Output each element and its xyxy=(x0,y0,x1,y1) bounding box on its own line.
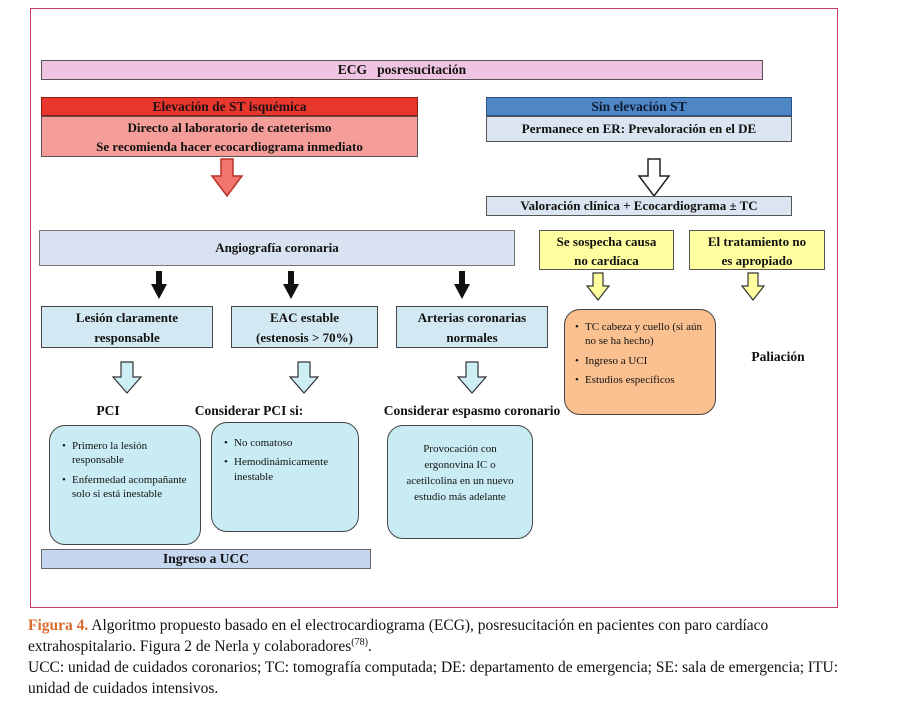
no-st-elevation-header: Sin elevación ST xyxy=(486,97,792,116)
cyan-down-arrow-icon xyxy=(288,361,320,395)
outcome-eac-line2: (estenosis > 70%) xyxy=(256,330,353,345)
st-elevation-line1: Directo al laboratorio de cateterismo xyxy=(127,120,332,135)
abbreviations-text: UCC: unidad de cuidados coronarios; TC: tomografía computada; DE: departamento de emergencia; SE: sala de emergencia; ITU: unidad de cuidados intensivos. xyxy=(28,659,839,697)
black-down-arrow-icon xyxy=(453,270,471,300)
caption-line xyxy=(28,616,878,658)
st-elevation-line2: Se recomienda hacer ecocardiograma inmediato xyxy=(96,139,363,154)
outcome-lesion-line1: Lesión claramente xyxy=(75,310,179,325)
flowchart-frame xyxy=(30,8,838,608)
pci-details-box xyxy=(49,425,201,545)
yellow-down-arrow-icon xyxy=(740,272,766,302)
pci-details-list xyxy=(61,439,195,501)
outcome-eac-box xyxy=(231,306,378,348)
icu-actions-list xyxy=(574,320,710,387)
list-item: • Primero la lesión responsable xyxy=(61,439,195,468)
consider-pci-label: Considerar PCI si: xyxy=(194,403,304,418)
icu-actions-box xyxy=(564,309,716,415)
treatment-not-appropriate-box xyxy=(689,230,825,270)
treatment-not-appropriate-line2: es apropiado xyxy=(721,253,793,268)
black-down-arrow-icon xyxy=(150,270,168,300)
list-item: • Hemodinámicamente inestable xyxy=(223,455,353,484)
treatment-not-appropriate-line1: El tratamiento no xyxy=(707,234,807,249)
cyan-down-arrow-icon xyxy=(111,361,143,395)
outcome-lesion-box xyxy=(41,306,213,348)
red-down-arrow-icon xyxy=(209,158,245,198)
outcome-lesion-line2: responsable xyxy=(94,330,160,345)
suspect-non-cardiac-box xyxy=(539,230,674,270)
outcome-normal-line2: normales xyxy=(446,330,498,345)
list-item: • Ingreso a UCI xyxy=(574,354,710,368)
caption-text: Algoritmo propuesto basado en el electrocardiograma (ECG), posresucitación en pacientes con paro cardíaco extrahospitalario. Figura 2 de Nerla y colaboradores xyxy=(28,617,769,656)
suspect-non-cardiac-line2: no cardíaca xyxy=(574,253,639,268)
reference-superscript: (78) xyxy=(351,637,368,649)
consider-pci-details-list xyxy=(223,436,353,484)
black-down-arrow-icon xyxy=(282,270,300,300)
clinical-assessment-box: Valoración clínica + Ecocardiograma ± TC xyxy=(486,196,792,216)
caption-period: . xyxy=(367,638,372,656)
pci-label: PCI xyxy=(96,403,120,418)
st-elevation-header: Elevación de ST isquémica xyxy=(41,97,418,116)
no-st-elevation-body: Permanece en ER: Prevaloración en el DE xyxy=(486,116,792,142)
ecg-banner: ECG posresucitación xyxy=(41,60,763,80)
spasm-provocation-box: Provocación con ergonovina IC o acetilcolina en un nuevo estudio más adelante xyxy=(387,425,533,539)
outcome-eac-line1: EAC estable xyxy=(270,310,339,325)
yellow-down-arrow-icon xyxy=(585,272,611,302)
list-item: • No comatoso xyxy=(223,436,353,450)
suspect-non-cardiac-line1: Se sospecha causa xyxy=(556,234,657,249)
palliation-label: Paliación xyxy=(751,349,805,364)
white-down-arrow-icon xyxy=(636,158,672,198)
consider-spasm-label: Considerar espasmo coronario xyxy=(383,403,561,418)
outcome-normal-arteries-box xyxy=(396,306,548,348)
ucc-admission-box: Ingreso a UCC xyxy=(41,549,371,569)
figure-caption xyxy=(28,616,878,699)
coronary-angiography-box: Angiografía coronaria xyxy=(39,230,515,266)
cyan-down-arrow-icon xyxy=(456,361,488,395)
figure-number-label: Figura 4. xyxy=(28,617,89,634)
st-elevation-body xyxy=(41,116,418,157)
list-item: • Enfermedad acompañante solo si está inestable xyxy=(61,473,195,502)
list-item: • TC cabeza y cuello (si aún no se ha hecho) xyxy=(574,320,710,349)
outcome-normal-line1: Arterias coronarias xyxy=(417,310,527,325)
list-item: • Estudios específicos xyxy=(574,373,710,387)
consider-pci-details-box xyxy=(211,422,359,532)
